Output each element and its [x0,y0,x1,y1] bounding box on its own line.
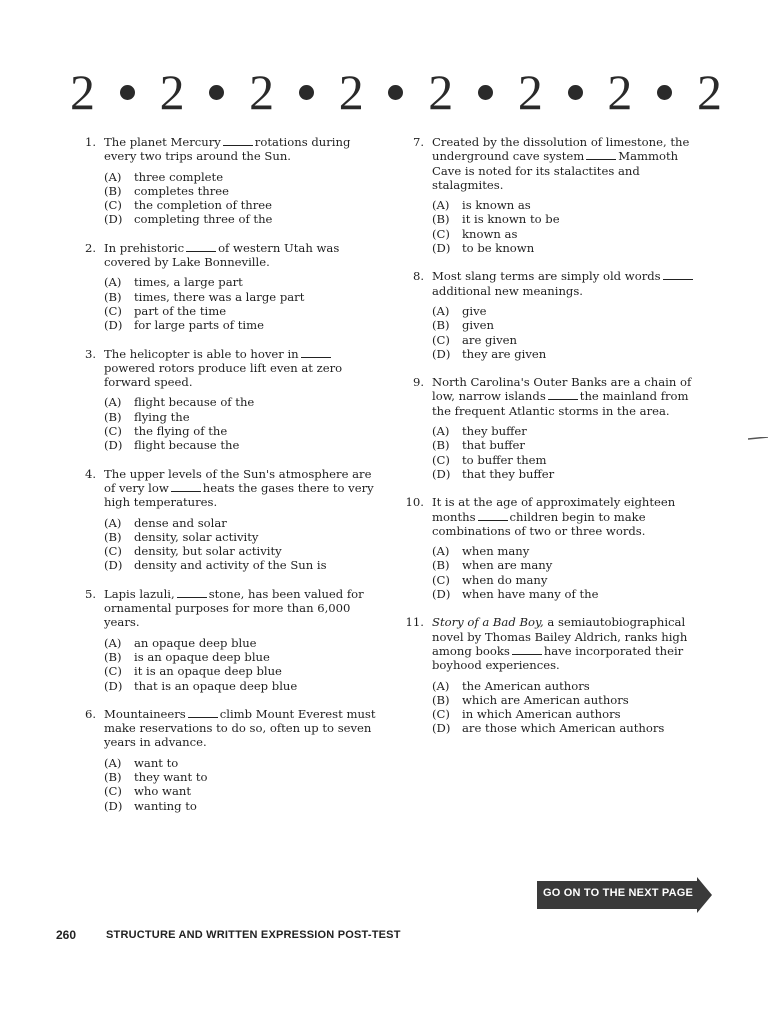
answer-options [432,544,708,601]
question-item [408,135,708,255]
banner-digit: 2 [607,64,633,120]
stem-before-blank: It is at the age of approximately eighteen months [432,495,676,524]
answer-option [104,784,380,798]
banner-dot [657,85,672,100]
question-number: 10. [405,495,424,510]
answer-option [104,664,380,678]
option-letter: (D) [104,212,123,227]
stem-before-blank: North Carolina's Outer Banks are a chain of low, narrow islands [432,375,692,404]
answer-blank [301,348,331,358]
option-text: are those which American authors [462,721,665,736]
footer-title: STRUCTURE AND WRITTEN EXPRESSION POST-TEST [106,929,401,941]
answer-option [432,438,708,452]
question-stem [80,347,380,390]
stem-after-blank: additional new meanings. [432,283,583,298]
answer-option [104,275,380,289]
question-item [405,495,708,602]
banner-digit: 2 [249,64,275,120]
question-number: 3. [84,346,96,361]
option-text: known as [462,226,518,241]
option-letter: (D) [104,318,123,333]
option-letter: (B) [432,558,450,573]
stem-after-blank: stone, has been valued for ornamental purposes for more than 6,000 years. [104,586,364,630]
option-letter: (D) [432,587,451,602]
answer-option [104,304,380,318]
option-text: density, solar activity [134,529,259,544]
option-letter: (B) [432,318,450,333]
answer-options [104,516,380,573]
banner-dot [478,85,493,100]
question-stem [80,241,380,270]
question-text [432,269,708,298]
answer-option [104,636,380,650]
stem-before-blank: The helicopter is able to hover in [104,346,299,361]
option-letter: (A) [432,678,450,693]
question-stem [405,495,708,538]
answer-option [432,212,708,226]
answer-blank [478,511,508,521]
page-number: 260 [56,928,77,942]
question-text [104,707,380,750]
option-text: density and activity of the Sun is [134,558,327,573]
answer-option [104,679,380,693]
answer-options [104,756,380,813]
answer-option [104,184,380,198]
option-letter: (D) [432,241,451,256]
answer-options [432,424,708,481]
option-letter: (D) [432,721,451,736]
question-stem [408,375,708,418]
option-letter: (B) [432,212,450,227]
next-page-label: GO ON TO THE NEXT PAGE [543,887,694,899]
option-text: completes three [134,183,230,198]
answer-blank [188,708,218,718]
banner-dot [120,85,135,100]
answer-option [104,799,380,813]
question-text [432,495,708,538]
option-letter: (C) [432,707,450,722]
answer-option [104,395,380,409]
option-text: flight because the [134,438,240,453]
question-number: 8. [412,269,424,284]
option-letter: (C) [432,226,450,241]
stray-mark [748,437,768,440]
option-letter: (A) [104,275,122,290]
answer-option [104,438,380,452]
question-number: 5. [84,586,96,601]
option-text: that they buffer [462,466,555,481]
option-text: is an opaque deep blue [134,649,270,664]
option-letter: (D) [432,466,451,481]
answer-option [432,679,708,693]
banner-digit: 2 [696,64,722,120]
option-letter: (A) [432,424,450,439]
option-letter: (D) [104,558,123,573]
question-number: 1. [84,135,96,149]
question-stem [80,135,380,164]
option-letter: (B) [432,438,450,453]
answer-option [432,587,708,601]
option-text: it is known to be [462,212,560,227]
option-letter: (B) [104,529,122,544]
answer-option [104,212,380,226]
answer-blank [548,390,578,400]
question-stem [408,135,708,192]
question-item [80,347,380,453]
question-item [80,707,380,813]
option-letter: (B) [432,692,450,707]
option-text: which are American authors [462,692,629,707]
option-letter: (A) [432,198,450,213]
banner-digit: 2 [428,64,454,120]
book-title: Story of a Bad Boy, [432,615,544,630]
answer-option [104,318,380,332]
question-stem [80,467,380,510]
question-item [80,241,380,333]
answer-blank [586,150,616,160]
stem-after-blank: climb Mount Everest must make reservations to do so, often up to seven years in advance. [104,706,376,750]
answer-options [104,275,380,332]
answer-option [432,693,708,707]
option-letter: (A) [104,755,122,770]
option-text: when are many [462,558,553,573]
option-text: dense and solar [134,515,227,530]
option-letter: (C) [104,424,122,439]
option-letter: (A) [104,635,122,650]
question-text [432,135,708,192]
answer-option [104,544,380,558]
stem-before-blank: The planet Mercury [104,135,221,149]
option-letter: (C) [104,784,122,799]
question-stem [80,587,380,630]
option-text: they buffer [462,424,527,439]
left-question-column [80,135,380,827]
answer-blank [171,482,201,492]
question-text [104,135,380,164]
option-text: times, a large part [134,275,243,290]
option-text: to buffer them [462,452,547,467]
option-letter: (A) [104,395,122,410]
answer-option [432,227,708,241]
answer-blank [177,588,207,598]
banner-digit: 2 [517,64,543,120]
banner-dot [299,85,314,100]
question-number: 7. [412,135,424,149]
answer-options [104,636,380,693]
banner-digit: 2 [159,64,185,120]
answer-blank [512,645,542,655]
option-text: wanting to [134,798,197,813]
stem-after-blank: rotations during every two trips around the Sun. [104,135,351,164]
question-stem [80,707,380,750]
question-number: 2. [84,240,96,255]
option-letter: (D) [104,798,123,813]
option-letter: (C) [104,303,122,318]
question-item [408,375,708,481]
answer-option [432,453,708,467]
banner-digit: 2 [338,64,364,120]
option-letter: (B) [104,409,122,424]
question-text [104,467,380,510]
answer-option [432,573,708,587]
question-text [104,347,380,390]
option-text: that is an opaque deep blue [134,678,298,693]
answer-options [432,198,708,255]
answer-option [104,410,380,424]
answer-option [104,170,380,184]
option-text: when have many of the [462,587,599,602]
option-letter: (C) [104,198,122,213]
right-question-column [405,135,708,750]
stem-after-blank: have incorporated their boyhood experiences. [432,643,684,673]
answer-option [432,347,708,361]
option-text: the completion of three [134,198,272,213]
stem-before-blank: a semiautobiographical novel by Thomas Bailey Aldrich, ranks high among books [432,615,688,658]
question-stem [405,615,708,673]
option-text: who want [134,784,192,799]
banner-dot [209,85,224,100]
question-item [80,587,380,693]
answer-option [432,318,708,332]
option-text: the American authors [462,678,590,693]
answer-blank [223,136,253,146]
option-letter: (D) [104,438,123,453]
answer-option [104,516,380,530]
stem-after-blank: powered rotors produce lift even at zero forward speed. [104,360,343,390]
option-text: an opaque deep blue [134,635,257,650]
question-number: 6. [84,706,96,721]
option-letter: (D) [104,678,123,693]
stem-before-blank: Mountaineers [104,706,186,721]
stem-after-blank: children begin to make combinations of two or three words. [432,509,646,538]
option-text: flying the [134,409,190,424]
option-letter: (B) [104,183,122,198]
question-text [432,375,708,418]
option-text: it is an opaque deep blue [134,664,282,679]
question-item [405,615,708,736]
question-text [104,241,380,270]
option-letter: (B) [104,289,122,304]
question-item [408,269,708,361]
answer-options [432,679,708,736]
option-text: when do many [462,572,548,587]
answer-option [104,198,380,212]
option-letter: (D) [432,346,451,361]
answer-option [104,770,380,784]
banner-dot [568,85,583,100]
answer-option [432,544,708,558]
answer-option [432,467,708,481]
answer-blank [186,242,216,252]
option-text: they want to [134,769,208,784]
option-letter: (C) [104,664,122,679]
option-letter: (A) [432,303,450,318]
option-text: when many [462,544,530,559]
question-text [104,587,380,630]
question-stem [408,269,708,298]
option-text: completing three of the [134,212,273,227]
option-letter: (C) [432,452,450,467]
answer-option [104,290,380,304]
answer-option [104,558,380,572]
answer-options [104,395,380,452]
option-text: is known as [462,198,531,213]
option-text: that buffer [462,438,525,453]
answer-option [432,707,708,721]
question-item [80,135,380,227]
option-text: for large parts of time [134,318,264,333]
stem-after-blank: Mammoth Cave is noted for its stalactites and stalagmites. [432,149,679,192]
answer-option [432,558,708,572]
question-item [80,467,380,573]
question-number: 9. [412,375,424,390]
option-text: in which American authors [462,707,621,722]
answer-option [432,721,708,735]
option-text: three complete [134,169,224,184]
answer-option [104,530,380,544]
answer-blank [663,270,693,280]
answer-option [432,304,708,318]
stem-before-blank: Created by the dissolution of limestone, the underground cave system [432,135,690,164]
option-letter: (C) [104,544,122,559]
option-letter: (A) [432,544,450,559]
answer-option [104,424,380,438]
option-text: to be known [462,241,535,256]
stem-after-blank: of western Utah was covered by Lake Bonneville. [104,240,340,270]
question-text [432,615,708,672]
option-letter: (A) [104,515,122,530]
option-text: part of the time [134,303,227,318]
stem-before-blank: The upper levels of the Sun's atmosphere are of very low [104,466,372,495]
answer-options [432,304,708,361]
answer-option [104,756,380,770]
option-text: the flying of the [134,424,228,439]
option-letter: (A) [104,169,122,184]
answer-options [104,170,380,227]
stem-before-blank: Lapis lazuli, [104,586,175,601]
stem-after-blank: the mainland from the frequent Atlantic storms in the area. [432,389,689,418]
question-number: 11. [405,615,424,630]
option-text: they are given [462,346,547,361]
question-number: 4. [84,466,96,481]
banner-dot [388,85,403,100]
answer-option [432,424,708,438]
answer-option [104,650,380,664]
option-text: given [462,318,495,333]
section-banner [70,62,722,122]
stem-after-blank: heats the gases there to very high temperatures. [104,480,374,510]
option-letter: (C) [432,332,450,347]
stem-before-blank: In prehistoric [104,240,185,255]
option-text: want to [134,755,179,770]
option-text: times, there was a large part [134,289,305,304]
answer-option [432,241,708,255]
option-text: are given [462,332,518,347]
option-text: flight because of the [134,395,255,410]
next-page-arrow [537,877,712,913]
option-text: give [462,303,487,318]
answer-option [432,198,708,212]
stem-before-blank: Most slang terms are simply old words [432,269,661,284]
option-letter: (B) [104,649,122,664]
option-text: density, but solar activity [134,544,282,559]
banner-digit: 2 [70,64,95,120]
option-letter: (C) [432,572,450,587]
option-letter: (B) [104,769,122,784]
answer-option [432,333,708,347]
